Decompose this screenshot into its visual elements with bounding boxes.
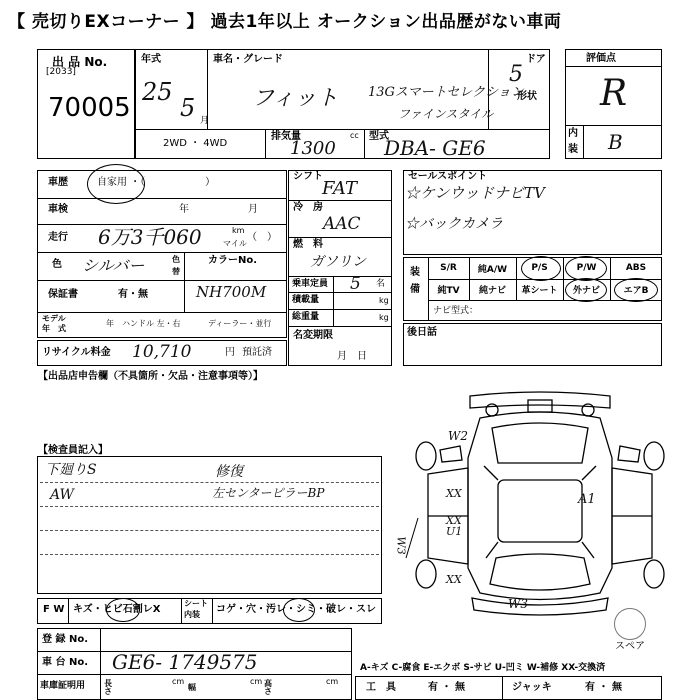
equipment-item: 外ナビ: [572, 286, 600, 296]
sales-points-box: [403, 170, 662, 255]
spare-label: スペア: [615, 641, 645, 652]
fuel-value: ガソリン: [310, 254, 366, 270]
weight-label: 総重量: [292, 312, 320, 322]
name-label: 車名・グレード: [213, 54, 283, 65]
inspector-note-2-left: AW: [50, 487, 74, 503]
car-damage-diagram: [400, 388, 690, 620]
damage-legend: A-キズ C-腐食 E-エクボ S-サビ U-凹ミ W-補修 XX-交換済: [360, 663, 606, 673]
seat-label-1: シート: [184, 599, 208, 608]
inspector-note-1-right: 修復: [215, 464, 243, 480]
diagram-mark: W3: [508, 597, 528, 611]
jack-options: 有 ・ 無: [585, 682, 622, 693]
interior-label-2: 装: [568, 144, 578, 155]
recycle-status: 預託済: [242, 347, 272, 358]
interior-label-1: 内: [568, 128, 578, 139]
chassis-value: GE6- 1749575: [112, 650, 258, 674]
mileage-unit-km: km: [232, 226, 245, 235]
inspection-year-unit: 年: [179, 204, 189, 215]
seat-items: コゲ・穴・汚レ・シミ・破レ・スレ: [216, 604, 376, 615]
displacement-unit: cc: [350, 131, 359, 140]
warranty-options: 有・無: [118, 289, 148, 300]
month-unit: 月: [200, 116, 210, 126]
score-value: R: [600, 73, 628, 114]
width-unit: cm: [250, 677, 263, 686]
equipment-label-1: 装: [410, 267, 420, 278]
shape-label: 形状: [517, 91, 537, 102]
equipment-item: P/W: [576, 263, 597, 273]
displacement-label: 排気量: [271, 131, 301, 142]
equipment-item: 純A/W: [477, 264, 508, 275]
fw-label: F W: [43, 604, 65, 615]
shift-label: シフト: [293, 171, 323, 182]
score-label: 評価点: [586, 53, 616, 64]
grade-line2: ファインスタイル: [398, 107, 494, 121]
equipment-item: S/R: [440, 263, 457, 273]
recycle-value: 10,710: [132, 342, 192, 362]
spare-tyre-icon: [614, 608, 646, 640]
inspection-month-unit: 月: [248, 204, 258, 215]
weight-unit: kg: [379, 313, 389, 322]
mileage-value: 6万3千060: [98, 225, 202, 249]
recycle-unit: 円: [225, 347, 235, 358]
navi-label: ナビ型式：: [433, 306, 479, 316]
inspector-note-2-right: 左センターピラーBP: [212, 486, 325, 500]
diagram-mark: XX: [446, 487, 462, 500]
displacement-value: 1300: [290, 138, 336, 159]
equipment-item: 純ナビ: [478, 286, 506, 296]
diagram-mark: XX U1: [446, 514, 463, 538]
history-options: 自家用 ・（ ）: [97, 177, 216, 188]
year-label: 年式: [141, 54, 161, 65]
grade-line1: 13Gスマートセレクション: [368, 85, 524, 100]
color-change-1: 色: [172, 255, 180, 264]
lot-code: [2033]: [46, 67, 76, 77]
inspector-note-1-left: 下廻りS: [45, 462, 97, 478]
name-value: フィット: [252, 86, 339, 111]
color-no-value: NH700M: [196, 283, 267, 301]
color-value: シルバー: [82, 256, 145, 275]
equipment-label-2: 備: [410, 284, 420, 295]
height-unit: cm: [326, 677, 339, 686]
diagram-mark: A1: [578, 492, 596, 507]
mileage-label: 走行: [48, 232, 68, 243]
len-unit: cm: [172, 677, 185, 686]
steering-label-1: モデル: [42, 314, 66, 323]
sales-point-1: ☆ケンウッドナビTV: [405, 184, 545, 202]
lot-number: 70005: [48, 93, 131, 123]
equipment-item: ABS: [625, 263, 647, 273]
ac-value: AAC: [323, 214, 361, 234]
capacity-unit: 名: [376, 279, 386, 289]
remarks-label: 後日話: [407, 327, 437, 338]
steering-label-2: 年 式: [42, 324, 66, 333]
equipment-item: 革シート: [521, 286, 558, 296]
chassis-label: 車 台 No.: [42, 657, 89, 668]
warranty-label: 保証書: [48, 289, 78, 300]
diagram-mark: XX: [446, 573, 462, 586]
interior-value: B: [608, 130, 623, 154]
reg-label: 登 録 No.: [42, 634, 89, 645]
height-label: 高さ: [264, 679, 272, 696]
load-label: 積載量: [292, 295, 320, 305]
handle-label: ハンドル 左・右: [122, 319, 181, 328]
ac-label: 冷 房: [293, 202, 323, 213]
cert-label: 車庫証明用: [40, 681, 86, 691]
tool-options: 有 ・ 無: [428, 682, 465, 693]
color-label: 色: [52, 259, 62, 270]
capacity-value: 5: [350, 274, 361, 294]
sales-point-2: ☆バックカメラ: [405, 216, 503, 232]
tool-label: 工 具: [366, 682, 396, 693]
model-label: 型式: [369, 131, 389, 142]
equipment-item: エアB: [623, 286, 649, 296]
change-unit: 月 日: [337, 351, 367, 362]
recycle-label: リサイクル料金: [42, 347, 111, 358]
diagram-mark: W2: [448, 429, 468, 443]
len-label: 長さ: [104, 679, 112, 696]
seat-label-2: 内装: [184, 610, 200, 619]
fuel-label: 燃 料: [293, 239, 323, 250]
load-unit: kg: [379, 296, 389, 305]
drive-label: 2WD ・ 4WD: [163, 138, 228, 149]
month-value: 5: [180, 94, 196, 122]
history-label: 車歴: [48, 177, 68, 188]
lot-label: 出 品 No.: [52, 55, 108, 69]
year-value: 25: [142, 78, 173, 106]
inspector-label: 【検査員記入】: [38, 445, 108, 456]
sales-points-label: セールスポイント: [408, 171, 488, 182]
equipment-item: 純TV: [437, 286, 460, 296]
dealer-label: ディーラー・並行: [208, 319, 272, 328]
door-label: ドア: [526, 54, 546, 65]
remarks-box: [403, 323, 662, 366]
door-value: 5: [509, 62, 523, 87]
equipment-item: P/S: [531, 263, 548, 273]
change-label: 名変期限: [293, 330, 333, 341]
model-value: DBA- GE6: [384, 136, 486, 160]
diagram-mark: W3: [394, 536, 408, 555]
seller-notes-label: 【出品店申告欄（不具箇所・欠品・注意事項等）】: [38, 371, 263, 382]
shift-value: FAT: [322, 178, 357, 199]
header-title: 【 売切りEXコーナー 】 過去1年以上 オークション出品歴がない車両: [8, 12, 562, 32]
mileage-paren: （ ）: [247, 232, 277, 243]
color-change-2: 替: [172, 267, 180, 276]
color-no-label: カラーNo.: [208, 255, 258, 266]
fw-items: キズ・ヒビ石割レX: [73, 604, 161, 615]
mileage-unit-mile: マイル: [223, 239, 247, 248]
steering-year: 年: [106, 319, 114, 328]
jack-label: ジャッキ: [512, 682, 552, 693]
capacity-label: 乗車定員: [292, 279, 329, 289]
width-label: 幅: [188, 683, 196, 692]
inspection-label: 車検: [48, 204, 68, 215]
